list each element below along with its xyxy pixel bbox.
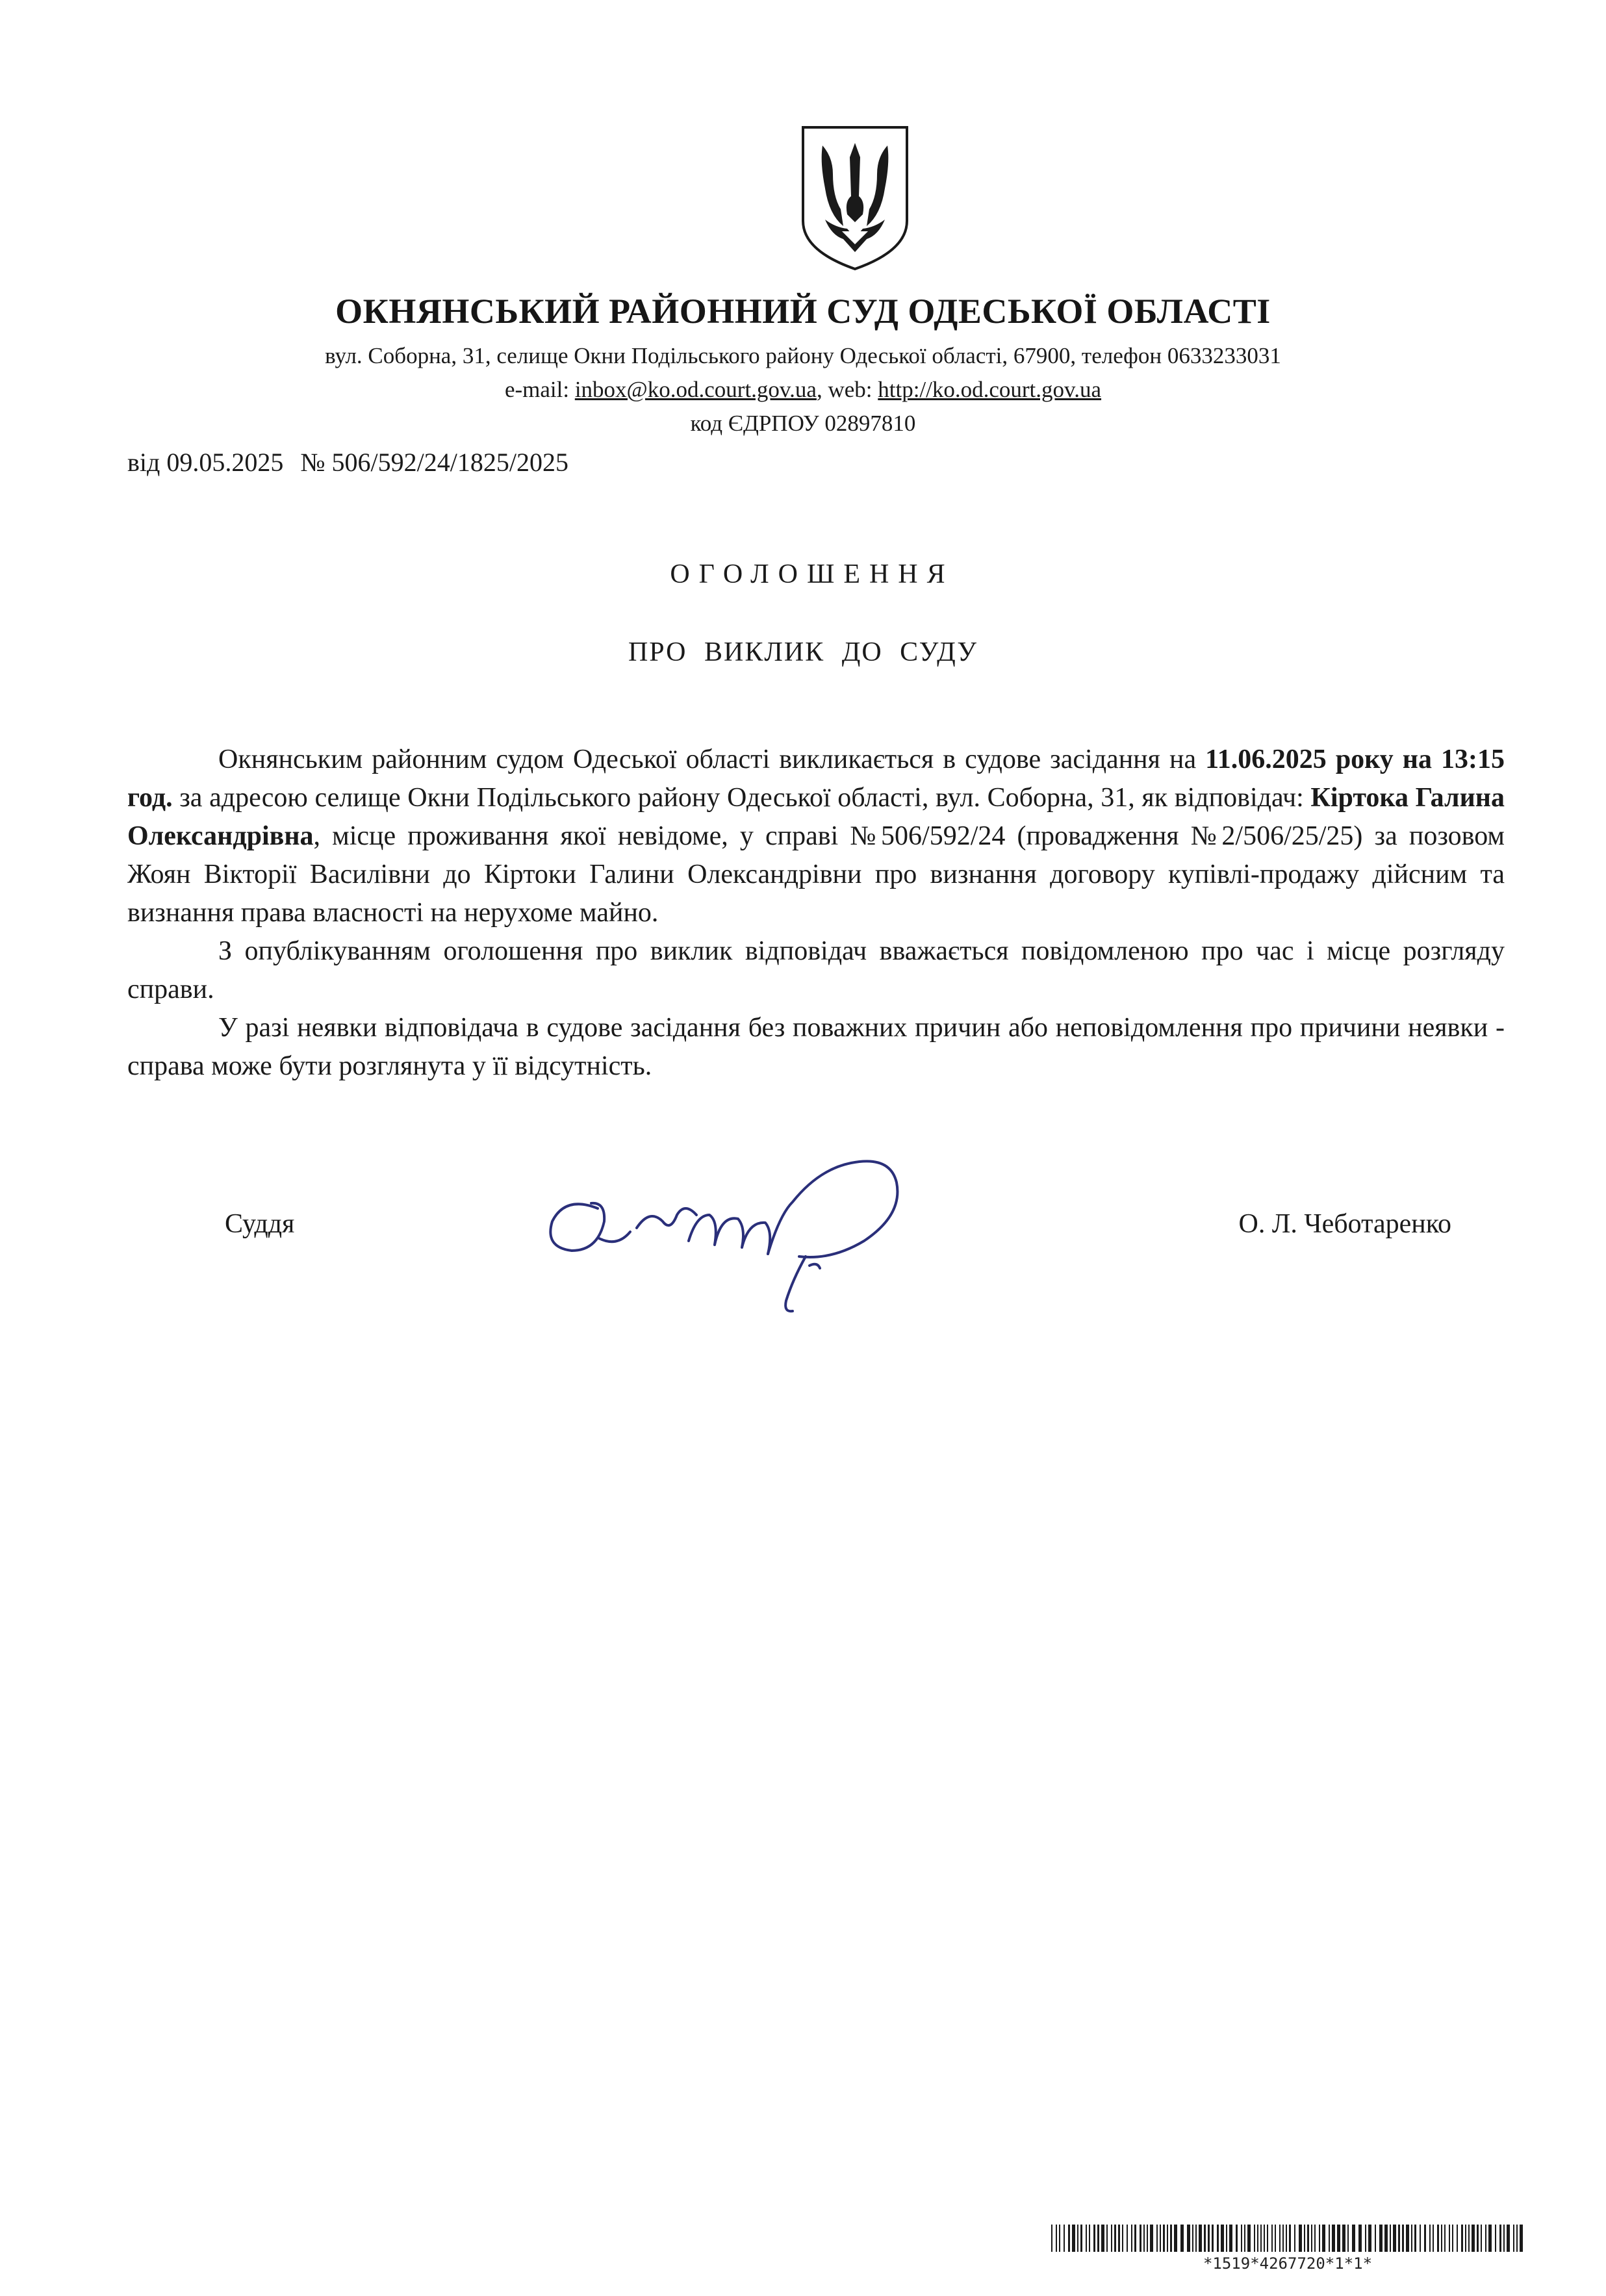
barcode-bar xyxy=(1127,2225,1128,2252)
barcode-bar xyxy=(1170,2225,1172,2252)
barcode-bar xyxy=(1271,2225,1273,2252)
barcode-bar xyxy=(1457,2225,1458,2252)
barcode-bar xyxy=(1217,2225,1219,2252)
barcode-bar xyxy=(1503,2225,1505,2252)
barcode-bar xyxy=(1516,2225,1518,2252)
barcode-bar xyxy=(1414,2225,1416,2252)
barcode-bar xyxy=(1187,2225,1190,2252)
barcode-bar xyxy=(1080,2225,1082,2252)
barcode-bar xyxy=(1086,2225,1087,2252)
barcode-bar xyxy=(1286,2225,1287,2252)
barcode-bar xyxy=(1406,2225,1409,2252)
barcode-bar xyxy=(1275,2225,1276,2252)
barcode-bar xyxy=(1051,2225,1052,2252)
barcode-bar xyxy=(1449,2225,1450,2252)
barcode-bar xyxy=(1093,2225,1095,2252)
barcode-bar xyxy=(1495,2225,1496,2252)
barcode-bar xyxy=(1241,2225,1242,2252)
web-link[interactable]: http://ko.od.court.gov.ua xyxy=(878,377,1102,402)
barcode-bar xyxy=(1229,2225,1232,2252)
barcode-bar xyxy=(1204,2225,1206,2252)
barcode-bar xyxy=(1221,2225,1224,2252)
barcode-bar xyxy=(1192,2225,1193,2252)
barcode-bar xyxy=(1365,2225,1366,2252)
barcode-bar xyxy=(1307,2225,1309,2252)
barcode-bar xyxy=(1131,2225,1132,2252)
barcode-bar xyxy=(1481,2225,1482,2252)
court-address: вул. Соборна, 31, селище Окни Подільського району Одеської області, 67900, телефон 0633233031 xyxy=(325,343,1281,368)
barcode-bar xyxy=(1118,2225,1120,2252)
barcode-bar xyxy=(1411,2225,1412,2252)
paragraph-notification: З опублікуванням оголошення про виклик відповідач вважається повідомленою про час і місце розгляду справи. xyxy=(127,936,1505,1004)
barcode-bar xyxy=(1106,2225,1108,2252)
barcode-bar xyxy=(1140,2225,1141,2252)
reference-number: № 506/592/24/1825/2025 xyxy=(300,448,568,477)
barcode-bar xyxy=(1402,2225,1404,2252)
barcode-bar xyxy=(1244,2225,1245,2252)
barcode-bar xyxy=(1319,2225,1320,2252)
barcode-bar xyxy=(1143,2225,1145,2252)
barcode-bar xyxy=(1163,2225,1165,2252)
barcode-bar xyxy=(1488,2225,1492,2252)
barcode-bar xyxy=(1375,2225,1376,2252)
judge-name: О. Л. Чеботаренко xyxy=(1238,1209,1451,1239)
reference-line xyxy=(127,447,568,478)
defendant-name: Кіртока Галина Олександрівна xyxy=(127,783,1505,851)
barcode-bar xyxy=(1180,2225,1184,2252)
barcode-bar xyxy=(1208,2225,1210,2252)
barcode-bar xyxy=(1111,2225,1112,2252)
document-subtitle: ПРО ВИКЛИК ДО СУДУ xyxy=(628,637,978,667)
barcode-bar xyxy=(1311,2225,1312,2252)
barcode-bar xyxy=(1368,2225,1371,2252)
barcode-bar xyxy=(1390,2225,1391,2252)
barcode-bar xyxy=(1289,2225,1291,2252)
barcode-bar xyxy=(1420,2225,1421,2252)
paragraph-summons xyxy=(127,741,1505,932)
barcode-bar xyxy=(1477,2225,1479,2252)
paragraph-text: за адресою селище Окни Подільського району Одеської області, вул. Соборна, 31, як відповідач: xyxy=(172,783,1311,813)
barcode-bar xyxy=(1465,2225,1466,2252)
barcode-bar xyxy=(1056,2225,1057,2252)
paragraph-absence: У разі неявки відповідача в судове засідання без поважних причин або неповідомлення про причини неявки - справа може бути розглянута у її відсутність. xyxy=(127,1013,1505,1081)
barcode-bar xyxy=(1260,2225,1262,2252)
barcode-bar xyxy=(1314,2225,1316,2252)
barcode-bar xyxy=(1342,2225,1345,2252)
barcode-bar xyxy=(1468,2225,1470,2252)
email-link[interactable]: inbox@ko.od.court.gov.ua xyxy=(574,377,817,402)
barcode-bar xyxy=(1398,2225,1400,2252)
barcode-bar xyxy=(1279,2225,1281,2252)
barcode-bar xyxy=(1195,2225,1197,2252)
barcode-bar xyxy=(1267,2225,1268,2252)
handwritten-signature xyxy=(526,1117,968,1332)
web-label: , web: xyxy=(816,377,878,402)
barcode-bar xyxy=(1304,2225,1305,2252)
barcode-bar xyxy=(1167,2225,1168,2252)
barcode-bar xyxy=(1294,2225,1295,2252)
barcode-bar xyxy=(1507,2225,1510,2252)
barcode-bar xyxy=(1437,2225,1439,2252)
court-contacts xyxy=(0,377,1606,403)
barcode-bar xyxy=(1160,2225,1161,2252)
barcode-bar xyxy=(1257,2225,1258,2252)
barcode-bar xyxy=(1424,2225,1426,2252)
barcode-bar xyxy=(1444,2225,1446,2252)
barcode-bar xyxy=(1358,2225,1362,2252)
barcode-bar xyxy=(1077,2225,1078,2252)
barcode-bar xyxy=(1520,2225,1523,2252)
signature-label: Суддя xyxy=(225,1209,295,1239)
barcode-bar xyxy=(1332,2225,1335,2252)
barcode-bar xyxy=(1433,2225,1434,2252)
barcode-bar xyxy=(1264,2225,1265,2252)
barcode-bar xyxy=(1499,2225,1501,2252)
hearing-date: 11.06.2025 року на 13:15 год. xyxy=(127,745,1505,813)
barcode-bar xyxy=(1384,2225,1388,2252)
barcode-bar xyxy=(1379,2225,1383,2252)
barcode-bar xyxy=(1101,2225,1104,2252)
barcode-bar xyxy=(1282,2225,1284,2252)
barcode-bar xyxy=(1134,2225,1136,2252)
barcode-bar xyxy=(1485,2225,1486,2252)
court-name: ОКНЯНСЬКИЙ РАЙОННИЙ СУД ОДЕСЬКОЇ ОБЛАСТІ xyxy=(335,292,1271,331)
barcode-bar xyxy=(1068,2225,1070,2252)
barcode-bar xyxy=(1097,2225,1099,2252)
barcode-bar xyxy=(1064,2225,1065,2252)
document-body xyxy=(127,741,1505,1086)
barcode-bar xyxy=(1513,2225,1514,2252)
document-title: ОГОЛОШЕННЯ xyxy=(670,559,954,589)
barcode-bar xyxy=(1254,2225,1255,2252)
court-code: код ЄДРПОУ 02897810 xyxy=(690,411,916,436)
reference-date: від 09.05.2025 xyxy=(127,448,284,477)
barcode-bar xyxy=(1199,2225,1202,2252)
barcode-icon xyxy=(1051,2225,1524,2252)
barcode-bar xyxy=(1299,2225,1302,2252)
barcode-bar xyxy=(1114,2225,1116,2252)
barcode-bar xyxy=(1452,2225,1453,2252)
barcode-bar xyxy=(1072,2225,1075,2252)
barcode-bar xyxy=(1089,2225,1090,2252)
barcode-bar xyxy=(1226,2225,1227,2252)
barcode-bar xyxy=(1337,2225,1340,2252)
coat-of-arms-icon xyxy=(798,123,912,273)
barcode-bar xyxy=(1352,2225,1355,2252)
barcode-bar xyxy=(1150,2225,1153,2252)
barcode-bar xyxy=(1174,2225,1177,2252)
barcode-bar xyxy=(1329,2225,1330,2252)
barcode-bar xyxy=(1236,2225,1238,2252)
barcode-bar xyxy=(1247,2225,1251,2252)
email-label: e-mail: xyxy=(504,377,575,402)
barcode-bar xyxy=(1322,2225,1325,2252)
barcode-bar xyxy=(1441,2225,1442,2252)
barcode-bar xyxy=(1472,2225,1475,2252)
barcode-bar xyxy=(1212,2225,1214,2252)
barcode-bar xyxy=(1059,2225,1060,2252)
barcode-bar xyxy=(1393,2225,1396,2252)
barcode-bar xyxy=(1429,2225,1431,2252)
barcode-bar xyxy=(1122,2225,1123,2252)
barcode-bar xyxy=(1347,2225,1349,2252)
paragraph-text: Окнянським районним судом Одеської області викликається в судове засідання на xyxy=(218,745,1206,774)
barcode-number: *1519*4267720*1*1* xyxy=(1203,2254,1373,2273)
barcode-bar xyxy=(1156,2225,1158,2252)
barcode-bar xyxy=(1147,2225,1148,2252)
barcode-bar xyxy=(1461,2225,1463,2252)
paragraph-text: , місце проживання якої невідоме, у справі №506/592/24 (провадження №2/506/25/25) за позовом Жоян Вікторії Василівни до Кіртоки Галини Олександрівни про визнання договору купівлі-продажу дійсним та визнання права власності на нерухоме майно. xyxy=(127,821,1505,928)
